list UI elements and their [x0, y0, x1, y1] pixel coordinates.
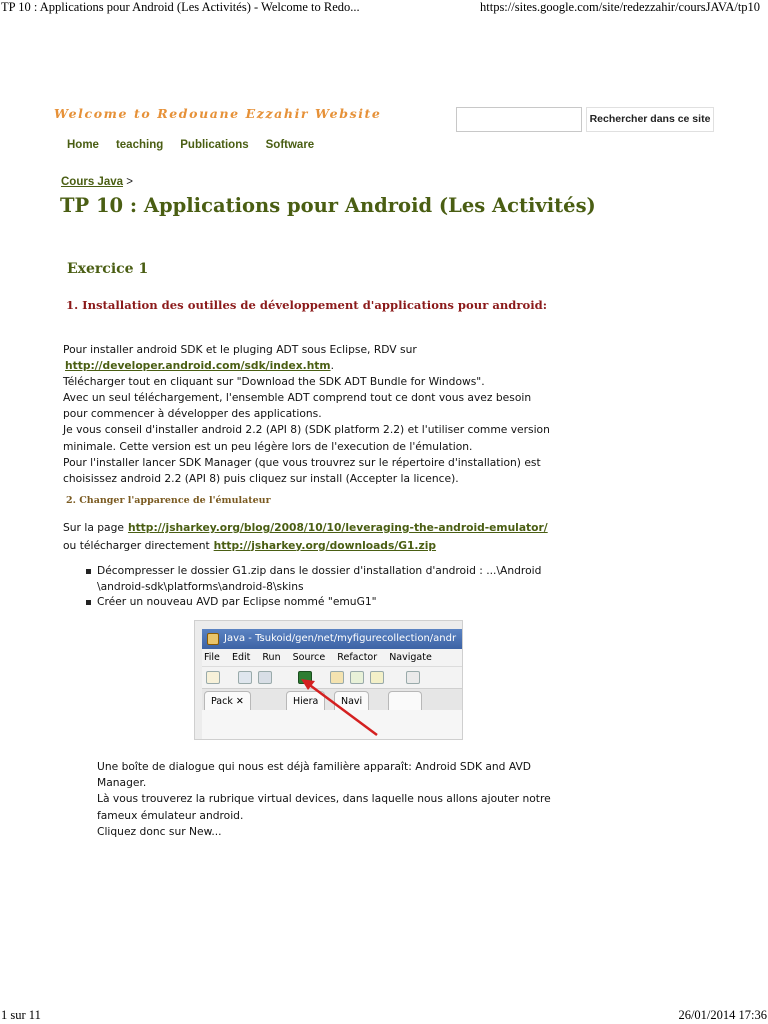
section-1-line: minimale. Cette version est un peu légère lors de l'execution de l'émulation. — [63, 439, 473, 453]
close-icon: ✕ — [235, 696, 244, 707]
main-nav — [67, 139, 331, 151]
nav-item-teaching[interactable]: teaching — [115, 139, 164, 151]
section-2-line — [63, 519, 623, 537]
tab-label: Navi — [341, 696, 363, 707]
search-input[interactable] — [456, 107, 582, 132]
section-2-prefix: ou télécharger directement — [63, 538, 210, 552]
eclipse-window-title: Java - Tsukoid/gen/net/myfigurecollection/andr — [224, 633, 457, 644]
dialog-description-line: Cliquez donc sur New... — [97, 824, 222, 838]
search-button[interactable]: Rechercher dans ce site — [586, 107, 714, 132]
section-1-line: Pour l'installer lancer SDK Manager (que vous trouvrez sur le répertoire d'installation) est — [63, 455, 541, 469]
section-1-line: choisissez android 2.2 (API 8) puis cliquez sur install (Accepter la licence). — [63, 471, 459, 485]
dialog-description-line: fameux émulateur android. — [97, 808, 244, 822]
print-page-number: 1 sur 11 — [1, 1008, 41, 1022]
list-item: Décompresser le dossier G1.zip dans le dossier d'installation d'android : ...\Android \android-sdk\platforms\android-8\skins — [86, 563, 566, 594]
section-1-line: pour commencer à développer des applications. — [63, 407, 322, 421]
link-suffix: . — [330, 359, 334, 373]
section-2-prefix: Sur la page — [63, 521, 124, 534]
site-title[interactable]: Welcome to Redouane Ezzahir Website — [54, 106, 382, 121]
print-header — [0, 0, 768, 18]
eclipse-screenshot — [194, 620, 463, 740]
dialog-description-line: Une boîte de dialogue qui nous est déjà familière apparaît: Android SDK and AVD — [97, 760, 532, 773]
section-2-body — [63, 519, 623, 554]
eclipse-menu-run: Run — [262, 652, 281, 663]
developer-android-link[interactable]: http://developer.android.com/sdk/index.htm — [65, 359, 331, 373]
tab-label: Hiera — [293, 696, 319, 707]
red-arrow-annotation — [195, 621, 463, 740]
section-1-line: Avec un seul téléchargement, l'ensemble ADT comprend tout ce dont vous avez besoin — [63, 391, 532, 405]
print-footer — [0, 1006, 768, 1024]
section-1-line: Télécharger tout en cliquant sur "Download the SDK ADT Bundle for Windows". — [63, 375, 485, 389]
nav-item-publications[interactable]: Publications — [180, 139, 249, 151]
dialog-description-line: Là vous trouverez la rubrique virtual devices, dans laquelle nous allons ajouter notre — [97, 792, 551, 806]
section-1-link-line — [63, 358, 563, 374]
jsharkey-blog-link[interactable]: http://jsharkey.org/blog/2008/10/10/leveraging-the-android-emulator/ — [127, 521, 548, 534]
list-item: Créer un nouveau AVD par Eclipse nommé "emuG1" — [86, 594, 566, 610]
print-page-title: TP 10 : Applications pour Android (Les Activités) - Welcome to Redo... — [1, 0, 360, 14]
breadcrumb — [61, 176, 133, 188]
section-2-line — [63, 537, 623, 555]
eclipse-menu-source: Source — [292, 652, 326, 663]
instruction-list — [86, 563, 566, 610]
dialog-description — [97, 759, 567, 840]
breadcrumb-link-cours-java[interactable]: Cours Java — [61, 176, 124, 188]
section-1-body — [63, 342, 563, 487]
page-title: TP 10 : Applications pour Android (Les Activités) — [60, 194, 596, 217]
section-2-heading: 2. Changer l'apparence de l'émulateur — [66, 495, 271, 506]
eclipse-menu-refactor: Refactor — [337, 652, 378, 663]
section-1-heading: 1. Installation des outilles de développement d'applications pour android: — [66, 298, 548, 312]
eclipse-menu-navigate: Navigate — [389, 652, 432, 663]
nav-item-home[interactable]: Home — [67, 139, 99, 151]
print-page-url: https://sites.google.com/site/redezzahir/coursJAVA/tp10 — [480, 0, 761, 14]
dialog-description-line: Manager. — [97, 776, 147, 790]
eclipse-menu-edit: Edit — [231, 652, 251, 663]
print-datetime: 26/01/2014 17:36 — [678, 1008, 767, 1022]
eclipse-menu-file: File — [204, 652, 220, 663]
jsharkey-g1-zip-link[interactable]: http://jsharkey.org/downloads/G1.zip — [213, 538, 437, 552]
section-1-line: Je vous conseil d'installer android 2.2 (API 8) (SDK platform 2.2) et l'utiliser comme version — [63, 423, 550, 437]
nav-item-software[interactable]: Software — [265, 139, 315, 151]
breadcrumb-separator: > — [126, 176, 133, 188]
section-1-line: Pour installer android SDK et le pluging ADT sous Eclipse, RDV sur — [63, 343, 417, 356]
tab-label: Pack — [211, 696, 233, 707]
exercise-heading: Exercice 1 — [67, 261, 149, 277]
